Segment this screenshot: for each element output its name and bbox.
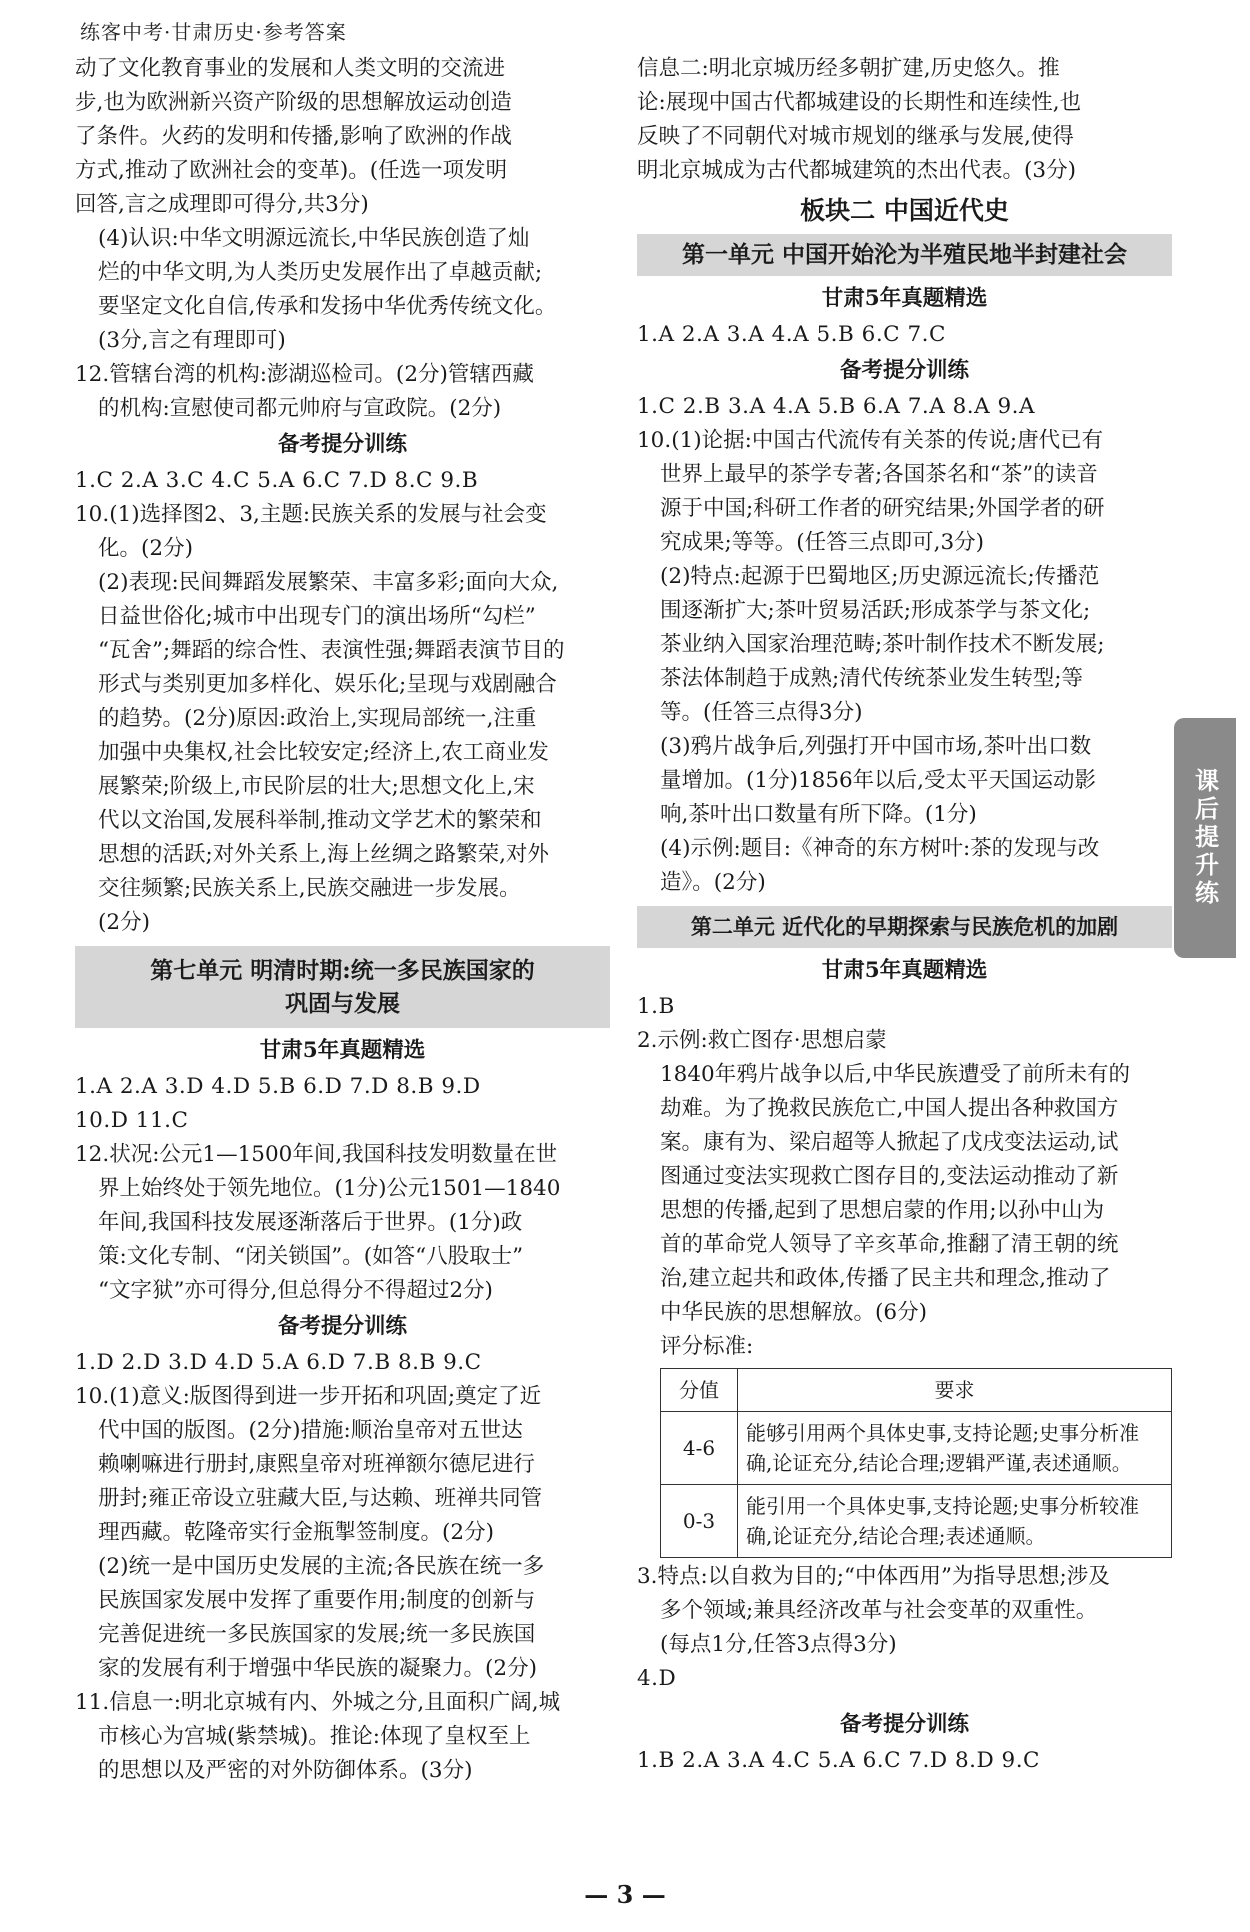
text-line: 步,也为欧洲新兴资产阶级的思想解放运动创造 — [75, 90, 512, 115]
text-line: (2)表现:民间舞蹈发展繁荣、丰富多彩;面向大众, — [98, 570, 559, 595]
answer-q10 — [637, 424, 1172, 900]
text-line: 信息二:明北京城历经多朝扩建,历史悠久。推 — [637, 56, 1060, 81]
text-line: 交往频繁;民族关系上,民族交融进一步发展。 — [98, 876, 521, 901]
text-line: 响,茶叶出口数量有所下降。(1分) — [660, 802, 977, 827]
answer-q12 — [75, 358, 610, 426]
side-tab-label: 课后提升练 — [1190, 768, 1219, 908]
answer-q10 — [75, 498, 610, 940]
unit1-banner: 第一单元 中国开始沦为半殖民地半封建社会 — [637, 234, 1172, 276]
answer-q4: 4.D — [637, 1666, 677, 1691]
text-line: 首的革命党人领导了辛亥革命,推翻了清王朝的统 — [660, 1232, 1119, 1257]
answer-q1: 1.B — [637, 994, 675, 1019]
text-line: 年间,我国科技发展逐渐落后于世界。(1分)政 — [98, 1210, 523, 1235]
text-line: 茶法体制趋于成熟;清代传统茶业发生转型;等 — [660, 666, 1083, 691]
text-line: 反映了不同朝代对城市规划的继承与发展,使得 — [637, 124, 1074, 149]
answer-q4 — [75, 222, 610, 358]
text-line: 围逐渐扩大;茶叶贸易活跃;形成茶学与茶文化; — [660, 598, 1091, 623]
table-row — [661, 1485, 1172, 1558]
table-cell: 0-3 — [661, 1485, 738, 1558]
text-line: 展繁荣;阶级上,市民阶层的壮大;思想文化上,宋 — [98, 774, 535, 799]
text-line: 思想的活跃;对外关系上,海上丝绸之路繁荣,对外 — [98, 842, 549, 867]
text-line: 劫难。为了挽救民族危亡,中国人提出各种救国方 — [660, 1096, 1119, 1121]
text-line: 加强中央集权,社会比较安定;经济上,农工商业发 — [98, 740, 549, 765]
side-tab — [1174, 718, 1236, 958]
answer-q2-body — [637, 1058, 1172, 1558]
text-line: (4)示例:题目:《神奇的东方树叶:茶的发现与改 — [660, 836, 1100, 861]
table-header: 分值 — [661, 1369, 738, 1412]
table-header-row — [661, 1369, 1172, 1412]
gansu2-title: 甘肃5年真题精选 — [821, 958, 988, 983]
text-line: 册封;雍正帝设立驻藏大臣,与达赖、班禅共同管 — [98, 1486, 543, 1511]
text-line: 策:文化专制、“闭关锁国”。(如答“八股取士” — [98, 1244, 524, 1269]
gansu-answers: 1.A 2.A 3.D 4.D 5.B 6.D 7.D 8.B 9.D — [75, 1074, 481, 1099]
text-line: 理西藏。乾隆帝实行金瓶掣签制度。(2分) — [98, 1520, 494, 1545]
text-line: 10.(1)意义:版图得到进一步开拓和巩固;奠定了近 — [75, 1384, 542, 1409]
unit7-title-line2: 巩固与发展 — [285, 990, 400, 1017]
text-line: 完善促进统一多民族国家的发展;统一多民族国 — [98, 1622, 536, 1647]
text-line: 11.信息一:明北京城有内、外城之分,且面积广阔,城 — [75, 1690, 561, 1715]
text-line: 了条件。火药的发明和传播,影响了欧洲的作战 — [75, 124, 512, 149]
training-title: 备考提分训练 — [839, 358, 969, 383]
text-line: 源于中国;科研工作者的研究结果;外国学者的研 — [660, 496, 1105, 521]
unit7-banner — [75, 946, 610, 1028]
answer-q11 — [75, 1686, 610, 1788]
training-answers: 1.C 2.B 3.A 4.A 5.B 6.A 7.A 8.A 9.A — [637, 394, 1036, 419]
text-line: (2)统一是中国历史发展的主流;各民族在统一多 — [98, 1554, 545, 1579]
text-line: (4)认识:中华文明源远流长,中华民族创造了灿 — [98, 226, 530, 251]
text-line: 3.特点:以自救为目的;“中体西用”为指导思想;涉及 — [637, 1564, 1110, 1589]
text-line: 10.(1)论据:中国古代流传有关茶的传说;唐代已有 — [637, 428, 1104, 453]
gansu-answers: 1.A 2.A 3.A 4.A 5.B 6.C 7.C — [637, 322, 946, 347]
text-line: 日益世俗化;城市中出现专门的演出场所“勾栏” — [98, 604, 536, 629]
training2-title: 备考提分训练 — [277, 1314, 407, 1339]
text-line: 10.(1)选择图2、3,主题:民族关系的发展与社会变 — [75, 502, 547, 527]
right-column — [637, 52, 1172, 1778]
text-line: 造》。(2分) — [660, 870, 766, 895]
page-header: 练客中考·甘肃历史·参考答案 — [80, 20, 347, 44]
table-cell: 能引用一个具体史事,支持论题;史事分析较准确,论证充分,结论合理;表述通顺。 — [738, 1485, 1172, 1558]
table-row — [661, 1412, 1172, 1485]
text-line: 市核心为宫城(紫禁城)。推论:体现了皇权至上 — [98, 1724, 531, 1749]
text-line: (2)特点:起源于巴蜀地区;历史源远流长;传播范 — [660, 564, 1100, 589]
text-line: (3分,言之有理即可) — [98, 328, 286, 353]
answer-q12b — [75, 1138, 610, 1308]
text-line: 等。(任答三点得3分) — [660, 700, 863, 725]
text-line: 茶业纳入国家治理范畴;茶叶制作技术不断发展; — [660, 632, 1105, 657]
text-line: “文字狱”亦可得分,但总得分不得超过2分) — [98, 1278, 493, 1303]
text-line: 动了文化教育事业的发展和人类文明的交流进 — [75, 56, 506, 81]
text-line: 案。康有为、梁启超等人掀起了戊戌变法运动,试 — [660, 1130, 1119, 1155]
text-line: 代中国的版图。(2分)措施:顺治皇帝对五世达 — [98, 1418, 523, 1443]
text-line: 12.管辖台湾的机构:澎湖巡检司。(2分)管辖西藏 — [75, 362, 534, 387]
text-line: 回答,言之成理即可得分,共3分) — [75, 192, 369, 217]
text-line: 论:展现中国古代都城建设的长期性和连续性,也 — [637, 90, 1082, 115]
scoring-table — [660, 1368, 1172, 1558]
text-line: 化。(2分) — [98, 536, 193, 561]
text-line: 方式,推动了欧洲社会的变革)。(任选一项发明 — [75, 158, 508, 183]
table-cell: 能够引用两个具体史事,支持论题;史事分析准确,论证充分,结论合理;逻辑严谨,表述通顺。 — [738, 1412, 1172, 1485]
page-number: — 3 — — [584, 1880, 666, 1909]
text-line: 的机构:宣慰使司都元帅府与宣政院。(2分) — [98, 396, 502, 421]
text-line: 1840年鸦片战争以后,中华民族遭受了前所未有的 — [660, 1062, 1131, 1087]
text-line: 世界上最早的茶学专著;各国茶名和“茶”的读音 — [660, 462, 1098, 487]
text-line: 12.状况:公元1—1500年间,我国科技发明数量在世 — [75, 1142, 558, 1167]
unit2-banner: 第二单元 近代化的早期探索与民族危机的加剧 — [637, 906, 1172, 948]
training2-title: 备考提分训练 — [839, 1712, 969, 1737]
text-line: 界上始终处于领先地位。(1分)公元1501—1840 — [98, 1176, 561, 1201]
text-line: 中华民族的思想解放。(6分) — [660, 1300, 927, 1325]
text-line: 思想的传播,起到了思想启蒙的作用;以孙中山为 — [660, 1198, 1105, 1223]
training2-answers: 1.B 2.A 3.A 4.C 5.A 6.C 7.D 8.D 9.C — [637, 1748, 1040, 1773]
table-cell: 4-6 — [661, 1412, 738, 1485]
left-column — [75, 52, 610, 1788]
info2-paragraph — [637, 52, 1172, 188]
text-line: 赖喇嘛进行册封,康熙皇帝对班禅额尔德尼进行 — [98, 1452, 535, 1477]
training2-answers: 1.D 2.D 3.D 4.D 5.A 6.D 7.B 8.B 9.C — [75, 1350, 482, 1375]
text-line: 民族国家发展中发挥了重要作用;制度的创新与 — [98, 1588, 536, 1613]
text-line: 治,建立起共和政体,传播了民主共和理念,推动了 — [660, 1266, 1111, 1291]
answer-q2-title: 2.示例:救亡图存·思想启蒙 — [637, 1028, 887, 1053]
training-title: 备考提分训练 — [277, 432, 407, 457]
text-line: 要坚定文化自信,传承和发扬中华优秀传统文化。 — [98, 294, 557, 319]
text-line: (3)鸦片战争后,列强打开中国市场,茶叶出口数 — [660, 734, 1092, 759]
text-line: 图通过变法实现救亡图存目的,变法运动推动了新 — [660, 1164, 1119, 1189]
text-line: 多个领域;兼具经济改革与社会变革的双重性。 — [660, 1598, 1098, 1623]
text-line: (2分) — [98, 910, 150, 935]
text-line: 形式与类别更加多样化、娱乐化;呈现与戏剧融合 — [98, 672, 557, 697]
text-line: 的趋势。(2分)原因:政治上,实现局部统一,注重 — [98, 706, 537, 731]
gansu-title: 甘肃5年真题精选 — [821, 286, 988, 311]
text-line: 的思想以及严密的对外防御体系。(3分) — [98, 1758, 473, 1783]
gansu-answers: 10.D 11.C — [75, 1108, 189, 1133]
criteria-label: 评分标准: — [660, 1334, 754, 1359]
text-line: 家的发展有利于增强中华民族的凝聚力。(2分) — [98, 1656, 537, 1681]
text-line: (每点1分,任答3点得3分) — [660, 1632, 897, 1657]
text-line: 究成果;等等。(任答三点即可,3分) — [660, 530, 985, 555]
text-line: 量增加。(1分)1856年以后,受太平天国运动影 — [660, 768, 1097, 793]
text-line: “瓦舍”;舞蹈的综合性、表演性强;舞蹈表演节目的 — [98, 638, 565, 663]
section2-title: 板块二 中国近代史 — [800, 196, 1009, 225]
text-line: 代以文治国,发展科举制,推动文学艺术的繁荣和 — [98, 808, 542, 833]
training-answers: 1.C 2.A 3.C 4.C 5.A 6.C 7.D 8.C 9.B — [75, 468, 479, 493]
answer-q3 — [637, 1560, 1172, 1662]
answer-q10b — [75, 1380, 610, 1686]
intro-paragraph — [75, 52, 610, 222]
gansu-title: 甘肃5年真题精选 — [259, 1038, 426, 1063]
text-line: 烂的中华文明,为人类历史发展作出了卓越贡献; — [98, 260, 543, 285]
unit7-title-line1: 第七单元 明清时期:统一多民族国家的 — [150, 957, 535, 984]
text-line: 明北京城成为古代都城建筑的杰出代表。(3分) — [637, 158, 1076, 183]
table-header: 要求 — [738, 1369, 1172, 1412]
